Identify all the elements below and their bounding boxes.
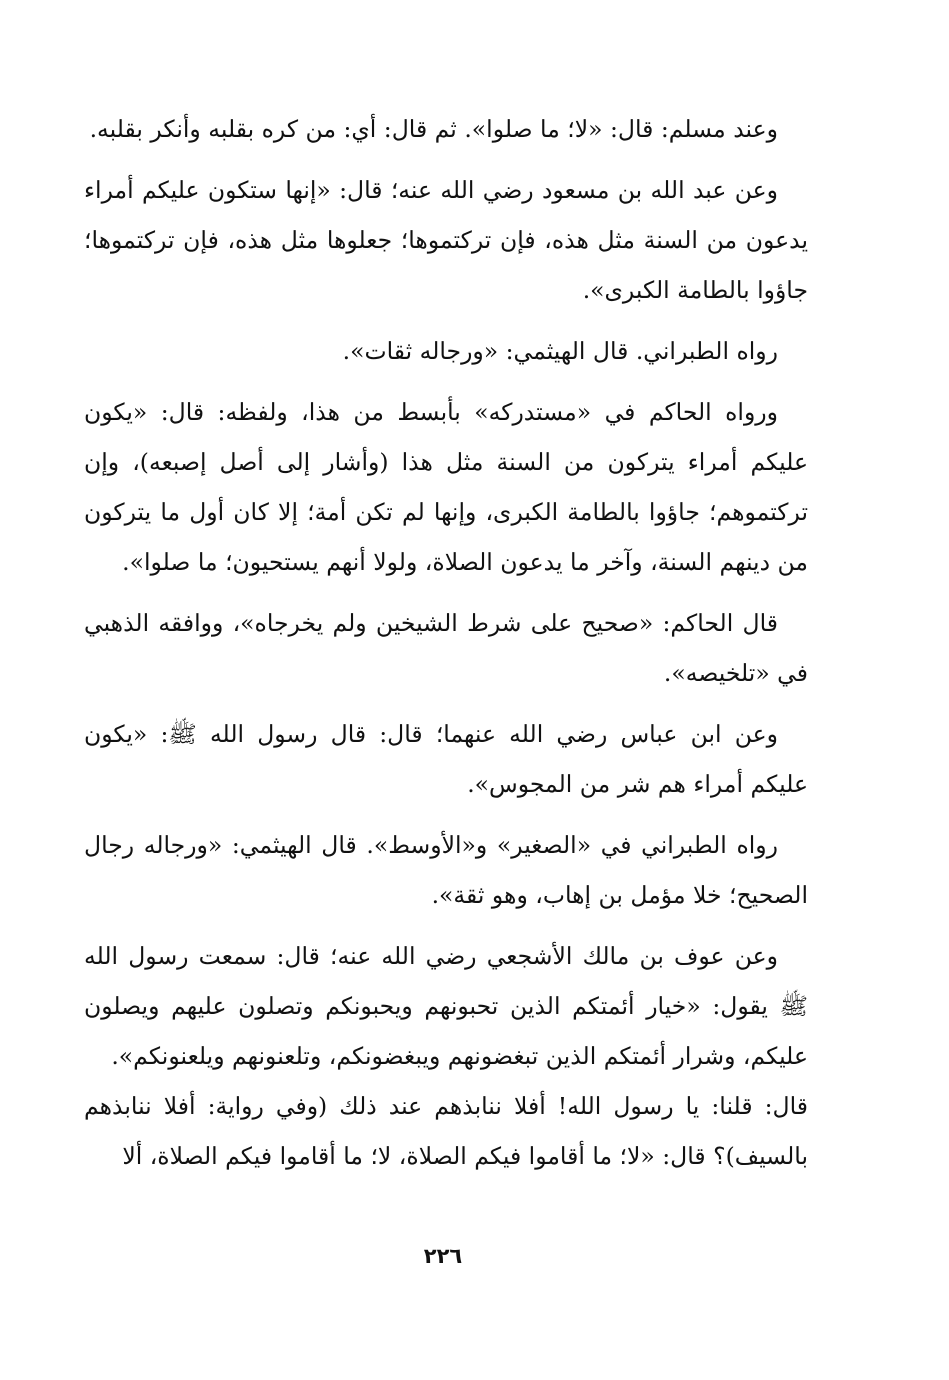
paragraph-tabarani-note: رواه الطبراني. قال الهيثمي: «ورجاله ثقات». <box>342 337 778 365</box>
paragraph-hakim-grading: قال الحاكم: «صحيح على شرط الشيخين ولم يخرجاه»، ووافقه الذهبي في «تلخيصه». <box>84 609 808 687</box>
paragraph-muslim-narration: وعند مسلم: قال: «لا؛ ما صلوا». ثم قال: أي: من كره بقلبه وأنكر بقلبه. <box>89 115 778 143</box>
paragraph-awf-hadith: وعن عوف بن مالك الأشجعي رضي الله عنه؛ قال: سمعت رسول الله ﷺ يقول: «خيار أئمتكم الذين تحبونهم ويحبونكم وتصلون عليهم ويصلون عليكم، وشرار أئمتكم الذين تبغضونهم ويبغضونكم، وتلعنونهم ويلعنونكم». <box>84 942 808 1070</box>
page-number: ٢٢٦ <box>423 1244 463 1268</box>
paragraph-hakim-narration: ورواه الحاكم في «مستدركه» بأبسط من هذا، ولفظه: قال: «يكون عليكم أمراء يتركون من السنة مثل هذا (وأشار إلى أصل إصبعه)، وإن تركتموهم؛ جاؤوا بالطامة الكبرى، وإنها لم تكن أمة؛ إلا كان أول ما يتركون من دينهم السنة، وآخر ما يدعون الصلاة، ولولا أنهم يستحيون؛ ما صلوا». <box>84 398 808 576</box>
paragraph-ibn-abbas-hadith: وعن ابن عباس رضي الله عنهما؛ قال: قال رسول الله ﷺ: «يكون عليكم أمراء هم شر من المجوس». <box>84 720 808 798</box>
paragraph-awf-continuation: قال: قلنا: يا رسول الله! أفلا ننابذهم عند ذلك (وفي رواية: أفلا ننابذهم بالسيف)؟ قال: «لا؛ ما أقاموا فيكم الصلاة، لا؛ ما أقاموا فيكم الصلاة، ألا <box>84 1092 808 1170</box>
page-body-text <box>84 104 808 1192</box>
paragraph-tabarani-grading: رواه الطبراني في «الصغير» و«الأوسط». قال الهيثمي: «ورجاله رجال الصحيح؛ خلا مؤمل بن إهاب، وهو ثقة». <box>84 831 808 909</box>
paragraph-ibn-masud-hadith: وعن عبد الله بن مسعود رضي الله عنه؛ قال: «إنها ستكون عليكم أمراء يدعون من السنة مثل هذه، فإن تركتموها؛ جعلوها مثل هذه، فإن تركتموها؛ جاؤوا بالطامة الكبرى». <box>84 176 808 304</box>
